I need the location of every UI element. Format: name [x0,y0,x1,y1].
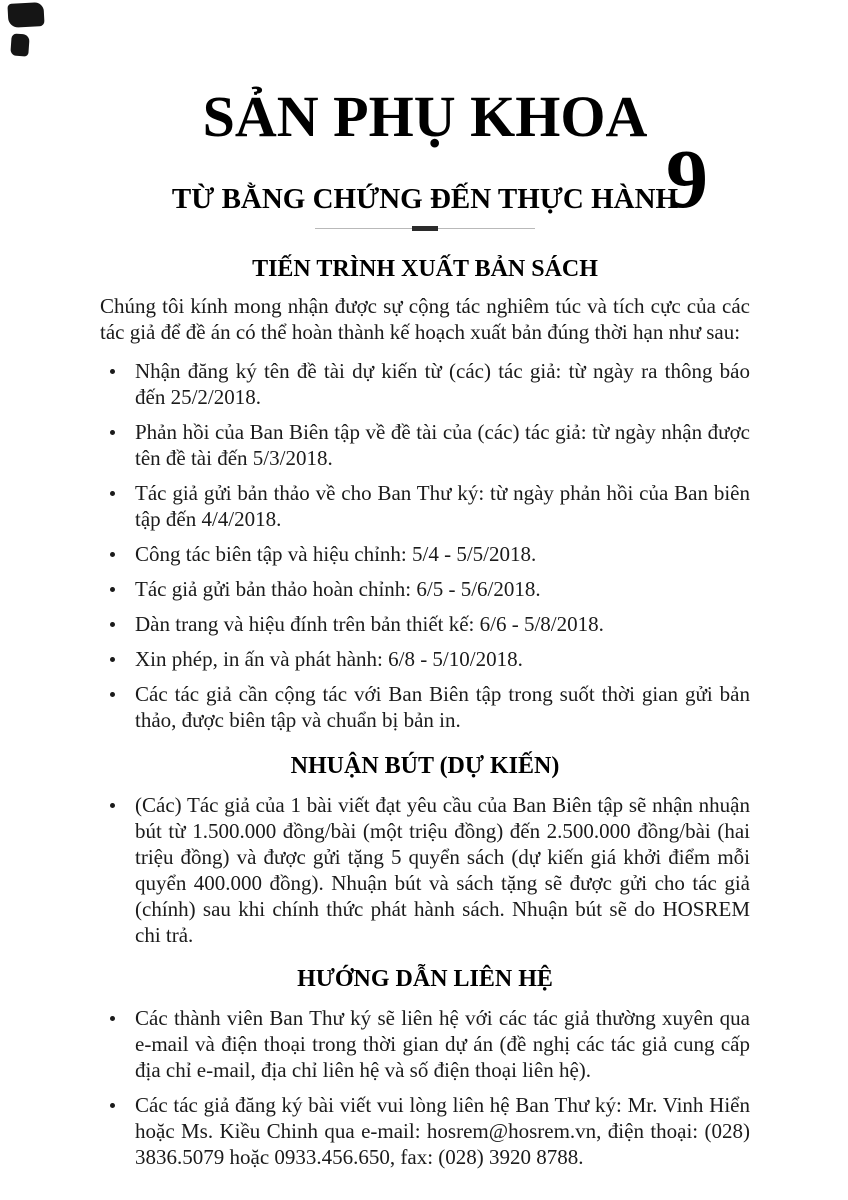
list-item [100,611,750,637]
volume-number: 9 [666,133,708,226]
list-item-text: Phản hồi của Ban Biên tập về đề tài của (các) tác giả: từ ngày nhận được tên đề tài đến 5/3/2018. [135,420,750,470]
bullet-dot [110,552,115,557]
list-item-text: Công tác biên tập và hiệu chỉnh: 5/4 - 5/5/2018. [135,542,537,566]
bullet-dot [110,803,115,808]
bullet-dot [110,622,115,627]
book-subtitle: TỪ BẰNG CHỨNG ĐẾN THỰC HÀNH [171,183,679,215]
list-item-text: Các tác giả đăng ký bài viết vui lòng liên hệ Ban Thư ký: Mr. Vinh Hiển hoặc Ms. Kiều Chinh qua e-mail: hosrem@hosrem.vn, điện thoại: (028) 3836.5079 hoặc 0933.456.650, fax: (028) 3920 8788. [135,1093,750,1169]
book-title: SẢN PHỤ KHOA [202,84,648,149]
divider-center-dash [412,226,438,231]
contact-bullet-list [100,1005,750,1170]
list-item-text: Xin phép, in ấn và phát hành: 6/8 - 5/10/2018. [135,647,523,671]
list-item-text: Các thành viên Ban Thư ký sẽ liên hệ với các tác giả thường xuyên qua e-mail và điện thoại trong thời gian dự án (đề nghị các tác giả cung cấp địa chỉ e-mail, địa chỉ liên hệ và số điện thoại liên hệ). [135,1006,750,1082]
section-heading-contact: HƯỚNG DẪN LIÊN HỆ [297,966,553,992]
section-heading-publication-timeline: TIẾN TRÌNH XUẤT BẢN SÁCH [252,256,598,282]
list-item [100,358,750,410]
list-item [100,480,750,532]
timeline-bullet-list [100,358,750,733]
timeline-intro-paragraph: Chúng tôi kính mong nhận được sự cộng tác nghiêm túc và tích cực của các tác giả để đề án có thể hoàn thành kế hoạch xuất bản đúng thời hạn như sau: [100,294,750,344]
royalties-bullet-list [100,792,750,948]
scan-artifact-mark-top [7,2,44,28]
list-item-text: (Các) Tác giả của 1 bài viết đạt yêu cầu của Ban Biên tập sẽ nhận nhuận bút từ 1.500.000 đồng/bài (một triệu đồng) đến 2.500.000 đồng/bài (hai triệu đồng) và được gửi tặng 5 quyển sách (dự kiến giá khởi điểm mỗi quyển 400.000 đồng). Nhuận bút và sách tặng sẽ được gửi cho tác giả (chính) sau khi chính thức phát hành sách. Nhuận bút sẽ do HOSREM chi trả. [135,793,750,947]
list-item [100,1092,750,1170]
list-item [100,576,750,602]
list-item-text: Dàn trang và hiệu đính trên bản thiết kế: 6/6 - 5/8/2018. [135,612,604,636]
list-item-text: Nhận đăng ký tên đề tài dự kiến từ (các) tác giả: từ ngày ra thông báo đến 25/2/2018. [135,359,750,409]
bullet-dot [110,491,115,496]
list-item [100,1005,750,1083]
list-item [100,681,750,733]
bullet-dot [110,657,115,662]
bullet-dot [110,1103,115,1108]
section-heading-royalties: NHUẬN BÚT (DỰ KIẾN) [290,753,560,779]
list-item-text: Tác giả gửi bản thảo hoàn chỉnh: 6/5 - 5/6/2018. [135,577,541,601]
scan-artifact-mark-bottom [10,33,29,56]
content-column [100,0,750,1170]
list-item [100,541,750,567]
list-item-text: Các tác giả cần cộng tác với Ban Biên tập trong suốt thời gian gửi bản thảo, được biên tập và chuẩn bị bản in. [135,682,750,732]
bullet-dot [110,692,115,697]
bullet-dot [110,587,115,592]
bullet-dot [110,1016,115,1021]
list-item [100,646,750,672]
bullet-dot [110,430,115,435]
list-item [100,419,750,471]
document-header [100,0,750,226]
title-divider [315,226,535,231]
list-item [100,792,750,948]
list-item-text: Tác giả gửi bản thảo về cho Ban Thư ký: từ ngày phản hồi của Ban biên tập đến 4/4/2018. [135,481,750,531]
bullet-dot [110,369,115,374]
